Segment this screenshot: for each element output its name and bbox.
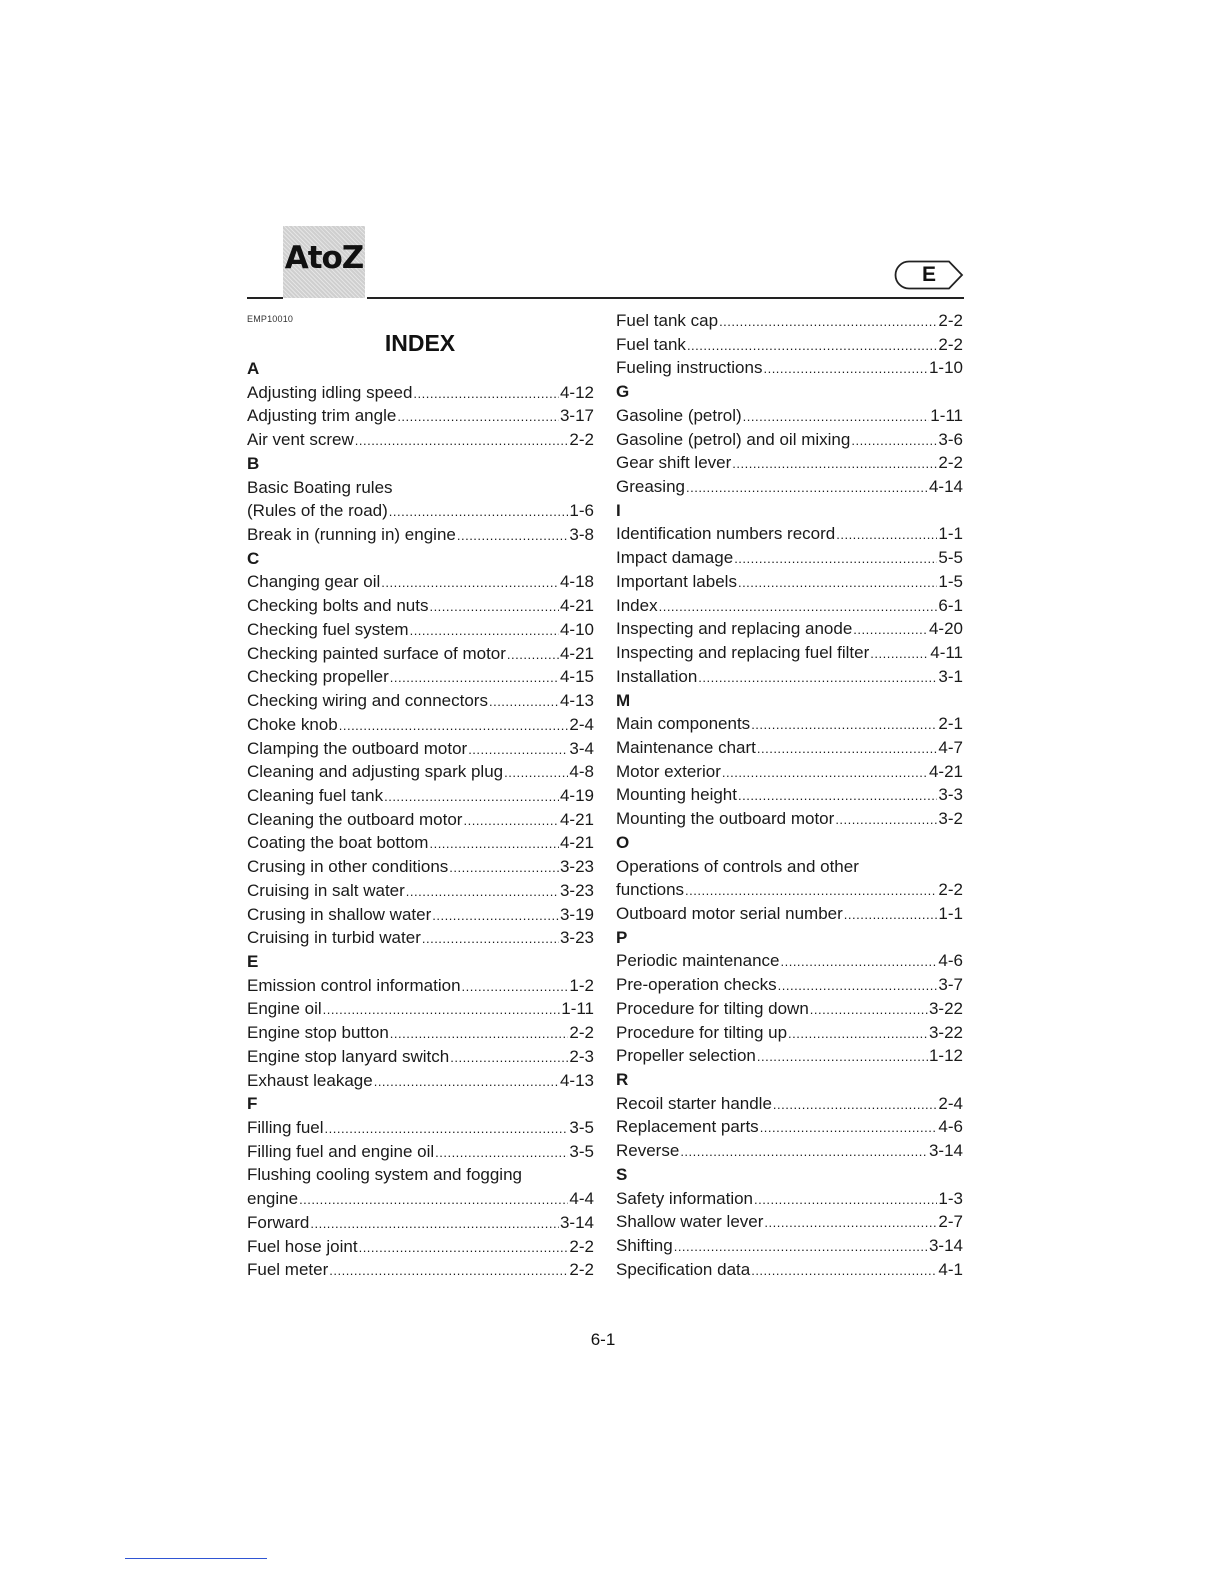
index-section-letter: B — [247, 453, 260, 473]
index-entry — [616, 451, 963, 475]
index-entry-page: 3-8 — [569, 525, 594, 545]
index-entry — [616, 949, 963, 973]
index-entry-text: Flushing cooling system and fogging — [247, 1165, 522, 1185]
index-entry-page: 1-2 — [569, 975, 594, 995]
dot-leader — [310, 1212, 559, 1236]
index-entry — [616, 404, 963, 428]
dot-leader — [732, 452, 937, 476]
dot-leader — [674, 1235, 928, 1259]
dot-leader — [429, 832, 559, 856]
index-entry — [616, 617, 963, 641]
index-entry — [616, 546, 963, 570]
index-entry — [247, 855, 594, 879]
index-entry-text: Gasoline (petrol) — [616, 405, 742, 425]
dot-leader — [738, 784, 937, 808]
index-entry-page: 2-2 — [569, 1236, 594, 1256]
index-entry — [616, 475, 963, 499]
index-entry-page: 4-19 — [559, 785, 594, 805]
index-entry-text: Engine oil — [247, 999, 322, 1019]
index-entry-text: Outboard motor serial number — [616, 903, 843, 923]
dot-leader — [489, 690, 559, 714]
index-entry — [616, 783, 963, 807]
index-entry — [616, 1021, 963, 1045]
index-entry-page: 4-8 — [569, 762, 594, 782]
index-section-letter: F — [247, 1094, 258, 1114]
index-entry-page: 4-21 — [559, 643, 594, 663]
index-entry-text: Crusing in other conditions — [247, 857, 449, 877]
dot-leader — [374, 1070, 559, 1094]
index-entry-page: 2-2 — [569, 430, 594, 450]
index-entry-text: Gear shift lever — [616, 453, 732, 473]
index-entry — [616, 760, 963, 784]
dot-leader — [659, 595, 938, 619]
index-entry — [247, 1021, 594, 1045]
index-entry-text: Changing gear oil — [247, 572, 381, 592]
index-entry-page: 4-21 — [559, 596, 594, 616]
index-entry — [247, 618, 594, 642]
index-entry-text: Identification numbers record — [616, 524, 836, 544]
index-entry — [247, 1116, 594, 1140]
index-entry — [616, 997, 963, 1021]
index-entry-page: 1-11 — [561, 999, 594, 1019]
index-entry-page: 2-2 — [938, 453, 963, 473]
index-entry — [247, 1235, 594, 1259]
index-entry-page: 2-2 — [938, 311, 963, 330]
index-entry-continued — [616, 855, 963, 879]
index-entry-text: Engine stop lanyard switch — [247, 1046, 450, 1066]
index-entry-page: 4-15 — [559, 667, 594, 687]
index-entry — [616, 736, 963, 760]
index-entry — [247, 831, 594, 855]
index-entry-text: Installation — [616, 666, 698, 686]
index-entry-text: Filling fuel and engine oil — [247, 1141, 435, 1161]
index-entry-page: 3-4 — [569, 738, 594, 758]
index-entry-text: Adjusting idling speed — [247, 382, 413, 402]
dot-leader — [686, 476, 928, 500]
dot-leader — [788, 1022, 928, 1046]
index-entry — [616, 333, 963, 357]
index-entry-page: 4-6 — [938, 1117, 963, 1137]
index-entry-text: Cleaning fuel tank — [247, 785, 384, 805]
index-entry-text: Greasing — [616, 477, 685, 497]
index-entry — [247, 1258, 594, 1282]
index-column-right — [616, 309, 963, 1281]
index-entry — [616, 1234, 963, 1258]
dot-leader — [754, 1188, 937, 1212]
index-entry-page: 2-1 — [938, 714, 963, 734]
index-entry — [247, 689, 594, 713]
index-entry-text: Reverse — [616, 1141, 680, 1161]
index-entry-page: 1-6 — [569, 501, 594, 521]
dot-leader — [835, 808, 937, 832]
index-entry-text: Specification data — [616, 1259, 751, 1279]
index-entry-page: 3-23 — [559, 857, 594, 877]
index-entry-text: Checking wiring and connectors — [247, 691, 488, 711]
index-entry — [616, 428, 963, 452]
index-entry-page: 6-1 — [938, 595, 963, 615]
dot-leader — [757, 1045, 928, 1069]
dot-leader — [397, 405, 559, 429]
index-entry-page: 3-14 — [928, 1141, 963, 1161]
index-entry — [616, 594, 963, 618]
index-entry — [616, 902, 963, 926]
index-entry-text: (Rules of the road) — [247, 501, 388, 521]
index-section-letter: P — [616, 927, 628, 947]
index-entry-page: 4-13 — [559, 1070, 594, 1090]
index-entry-page: 1-1 — [938, 524, 963, 544]
index-entry-page: 2-2 — [938, 880, 963, 900]
index-entry — [616, 309, 963, 333]
index-entry — [247, 879, 594, 903]
dot-leader — [406, 880, 559, 904]
index-entry-text: Periodic maintenance — [616, 951, 780, 971]
index-entry-page: 4-12 — [559, 382, 594, 402]
index-entry — [247, 499, 594, 523]
index-entry-page: 1-3 — [938, 1188, 963, 1208]
index-entry — [616, 522, 963, 546]
dot-leader — [449, 856, 559, 880]
index-entry — [247, 974, 594, 998]
dot-leader — [780, 950, 937, 974]
index-entry — [616, 570, 963, 594]
dot-leader — [853, 618, 928, 642]
index-entry-page: 3-5 — [569, 1141, 594, 1161]
index-entry-page: 2-7 — [938, 1212, 963, 1232]
index-entry-text: Fueling instructions — [616, 358, 763, 378]
index-entry-continued — [247, 1163, 594, 1187]
index-entry-continued — [247, 476, 594, 500]
dot-leader — [432, 904, 559, 928]
index-entry-page: 3-22 — [928, 998, 963, 1018]
dot-leader — [457, 524, 569, 548]
index-entry — [247, 428, 594, 452]
dot-leader — [450, 1046, 568, 1070]
index-entry — [247, 1045, 594, 1069]
index-entry — [247, 926, 594, 950]
dot-leader — [422, 927, 559, 951]
index-entry — [247, 737, 594, 761]
index-entry-page: 3-7 — [938, 975, 963, 995]
document-code: EMP10010 — [247, 314, 294, 324]
index-entry-text: Important labels — [616, 571, 737, 591]
index-entry-page: 4-21 — [559, 809, 594, 829]
index-entry — [247, 642, 594, 666]
dot-leader — [734, 547, 937, 571]
index-entry-text: Operations of controls and other — [616, 856, 859, 876]
index-entry — [616, 356, 963, 380]
index-entry-text: Procedure for tilting down — [616, 998, 809, 1018]
dot-leader — [687, 334, 937, 358]
index-entry-page: 4-14 — [928, 477, 963, 497]
index-entry-text: Cleaning the outboard motor — [247, 809, 463, 829]
dot-leader — [381, 571, 559, 595]
language-badge — [894, 260, 964, 290]
index-entry-text: Checking bolts and nuts — [247, 596, 429, 616]
index-entry-text: Fuel hose joint — [247, 1236, 358, 1256]
index-section-letter: C — [247, 548, 260, 568]
index-entry-text: Emission control information — [247, 975, 461, 995]
index-section-letter: E — [247, 951, 259, 971]
index-entry — [616, 1187, 963, 1211]
index-entry-page: 1-11 — [930, 405, 963, 425]
index-entry-text: Choke knob — [247, 714, 338, 734]
index-entry-text: Forward — [247, 1212, 310, 1232]
index-entry — [616, 1044, 963, 1068]
dot-leader — [844, 903, 938, 927]
index-entry — [616, 878, 963, 902]
index-entry — [616, 1092, 963, 1116]
index-entry-page: 3-14 — [559, 1212, 594, 1232]
dot-leader — [722, 761, 928, 785]
index-entry-page: 4-10 — [559, 619, 594, 639]
index-entry-text: Procedure for tilting up — [616, 1022, 788, 1042]
index-entry-page: 4-1 — [938, 1259, 963, 1279]
index-entry-text: Coating the boat bottom — [247, 833, 429, 853]
index-entry-page: 5-5 — [938, 548, 963, 568]
index-entry-page: 3-23 — [559, 880, 594, 900]
index-entry-page: 3-19 — [559, 904, 594, 924]
index-entry-text: Inspecting and replacing fuel filter — [616, 643, 870, 663]
index-entry-page: 2-2 — [569, 1023, 594, 1043]
dot-leader — [299, 1188, 568, 1212]
index-entry-text: Cruising in turbid water — [247, 928, 421, 948]
index-entry-page: 4-21 — [928, 761, 963, 781]
index-entry — [247, 760, 594, 784]
index-entry — [247, 1069, 594, 1093]
index-entry-text: Mounting height — [616, 785, 737, 805]
index-entry-text: Checking propeller — [247, 667, 389, 687]
index-entry — [247, 570, 594, 594]
index-entry-text: Checking fuel system — [247, 619, 409, 639]
index-entry-page: 3-14 — [928, 1236, 963, 1256]
dot-leader — [685, 879, 937, 903]
dot-leader — [435, 1141, 568, 1165]
index-entry — [616, 641, 963, 665]
index-entry-page: 3-23 — [559, 928, 594, 948]
index-entry-page: 2-3 — [569, 1046, 594, 1066]
index-entry-text: Engine stop button — [247, 1023, 389, 1043]
index-entry-page: 4-7 — [938, 737, 963, 757]
index-entry — [247, 903, 594, 927]
index-entry-text: Break in (running in) engine — [247, 525, 456, 545]
index-entry-page: 4-13 — [559, 691, 594, 711]
index-entry-page: 3-17 — [559, 406, 594, 426]
index-entry-page: 4-4 — [569, 1189, 594, 1209]
dot-leader — [463, 809, 558, 833]
index-section-letter: S — [616, 1164, 628, 1184]
dot-leader — [738, 571, 937, 595]
dot-leader — [773, 1093, 938, 1117]
index-entry-text: Pre-operation checks — [616, 975, 777, 995]
dot-leader — [851, 429, 937, 453]
index-entry — [247, 784, 594, 808]
index-entry — [247, 665, 594, 689]
dot-leader — [778, 974, 938, 998]
index-entry-text: Air vent screw — [247, 430, 354, 450]
index-entry — [247, 1211, 594, 1235]
index-entry-text: Maintenance chart — [616, 737, 756, 757]
dot-leader — [870, 642, 929, 666]
index-entry-text: Motor exterior — [616, 761, 721, 781]
dot-leader — [504, 761, 568, 785]
index-entry-page: 3-22 — [928, 1022, 963, 1042]
index-entry-text: Cleaning and adjusting spark plug — [247, 762, 504, 782]
dot-leader — [698, 666, 937, 690]
dot-leader — [680, 1140, 928, 1164]
index-entry-text: Replacement parts — [616, 1117, 759, 1137]
atoz-logo — [283, 226, 365, 298]
index-entry-text: Fuel tank cap — [616, 311, 719, 330]
dot-leader — [339, 714, 569, 738]
dot-leader — [757, 737, 938, 761]
index-entry — [616, 1139, 963, 1163]
index-entry — [247, 1187, 594, 1211]
dot-leader — [763, 357, 928, 381]
index-entry-page: 1-5 — [938, 571, 963, 591]
index-entry-text: Gasoline (petrol) and oil mixing — [616, 429, 851, 449]
index-entry-text: Mounting the outboard motor — [616, 809, 835, 829]
dot-leader — [323, 998, 561, 1022]
index-entry — [247, 523, 594, 547]
index-entry — [616, 1115, 963, 1139]
index-entry-text: Shifting — [616, 1236, 673, 1256]
index-section-letter: R — [616, 1070, 629, 1089]
index-entry — [616, 1210, 963, 1234]
atoz-logo-text: AtoZ — [284, 240, 364, 276]
index-entry-page: 2-2 — [938, 334, 963, 354]
index-entry-text: Cruising in salt water — [247, 880, 405, 900]
dot-leader — [810, 998, 928, 1022]
index-entry-text: Fuel tank — [616, 334, 686, 354]
dot-leader — [384, 785, 559, 809]
index-entry — [247, 404, 594, 428]
index-entry-page: 4-18 — [559, 572, 594, 592]
dot-leader — [764, 1211, 937, 1235]
page-title: INDEX — [384, 330, 456, 356]
index-entry-text: Index — [616, 595, 658, 615]
index-entry-text: Inspecting and replacing anode — [616, 619, 853, 639]
index-entry-page: 2-4 — [938, 1093, 963, 1113]
index-entry-text: engine — [247, 1189, 299, 1209]
dot-leader — [462, 975, 569, 999]
dot-leader — [390, 666, 559, 690]
index-entry — [616, 1258, 963, 1282]
dot-leader — [751, 1259, 937, 1283]
dot-leader — [743, 405, 930, 429]
dot-leader — [390, 1022, 569, 1046]
index-entry-text: Clamping the outboard motor — [247, 738, 468, 758]
index-entry-page: 3-3 — [938, 785, 963, 805]
index-entry-page: 2-2 — [569, 1260, 594, 1280]
page-number: 6-1 — [590, 1330, 616, 1349]
index-entry-page: 4-6 — [938, 951, 963, 971]
index-section-letter: A — [247, 359, 260, 378]
index-entry-text: Crusing in shallow water — [247, 904, 432, 924]
dot-leader — [468, 738, 568, 762]
index-entry — [247, 808, 594, 832]
header-rule-left — [247, 297, 283, 299]
index-section-letter: I — [616, 500, 621, 520]
index-entry — [616, 973, 963, 997]
index-section-letter: G — [616, 382, 630, 402]
index-entry — [247, 997, 594, 1021]
index-entry-page: 3-6 — [938, 429, 963, 449]
index-entry-page: 1-12 — [928, 1046, 963, 1066]
index-entry-page: 3-1 — [938, 666, 963, 686]
index-entry — [247, 594, 594, 618]
index-entry-text: functions — [616, 880, 685, 900]
index-entry-text: Impact damage — [616, 548, 734, 568]
index-entry-page: 4-21 — [559, 833, 594, 853]
dot-leader — [325, 1117, 569, 1141]
index-column-left — [247, 357, 594, 1282]
index-entry-text: Safety information — [616, 1188, 754, 1208]
dot-leader — [836, 523, 937, 547]
index-entry-page: 1-10 — [928, 358, 963, 378]
index-entry-text: Fuel meter — [247, 1260, 329, 1280]
dot-leader — [413, 382, 559, 406]
index-entry — [247, 1140, 594, 1164]
dot-leader — [355, 429, 569, 453]
index-entry — [247, 381, 594, 405]
index-entry-page: 4-11 — [930, 643, 963, 663]
index-entry — [247, 713, 594, 737]
index-entry-text: Shallow water lever — [616, 1212, 764, 1232]
dot-leader — [429, 595, 559, 619]
header-rule-right — [367, 297, 964, 299]
index-entry-page: 2-4 — [569, 714, 594, 734]
dot-leader — [329, 1259, 568, 1283]
index-entry — [616, 712, 963, 736]
index-section-letter: O — [616, 832, 630, 852]
index-entry-page: 3-2 — [938, 809, 963, 829]
index-entry-page: 1-1 — [938, 903, 963, 923]
index-entry-text: Exhaust leakage — [247, 1070, 373, 1090]
language-badge-letter: E — [921, 263, 936, 286]
index-entry-page: 4-20 — [928, 619, 963, 639]
index-entry-text: Checking painted surface of motor — [247, 643, 506, 663]
dot-leader — [719, 310, 937, 334]
index-entry-text: Basic Boating rules — [247, 477, 393, 497]
dot-leader — [760, 1116, 938, 1140]
index-entry-text: Propeller selection — [616, 1046, 756, 1066]
index-entry-text: Main components — [616, 714, 751, 734]
dot-leader — [389, 500, 569, 524]
dot-leader — [507, 643, 559, 667]
index-entry-text: Filling fuel — [247, 1118, 324, 1137]
bottom-link-underline — [125, 1558, 267, 1559]
index-entry-page: 3-5 — [569, 1118, 594, 1137]
dot-leader — [410, 619, 559, 643]
index-entry-text: Recoil starter handle — [616, 1093, 772, 1113]
index-entry — [616, 665, 963, 689]
index-entry — [616, 807, 963, 831]
dot-leader — [751, 713, 937, 737]
index-section-letter: M — [616, 690, 631, 710]
dot-leader — [359, 1236, 569, 1260]
index-entry-text: Adjusting trim angle — [247, 406, 397, 426]
